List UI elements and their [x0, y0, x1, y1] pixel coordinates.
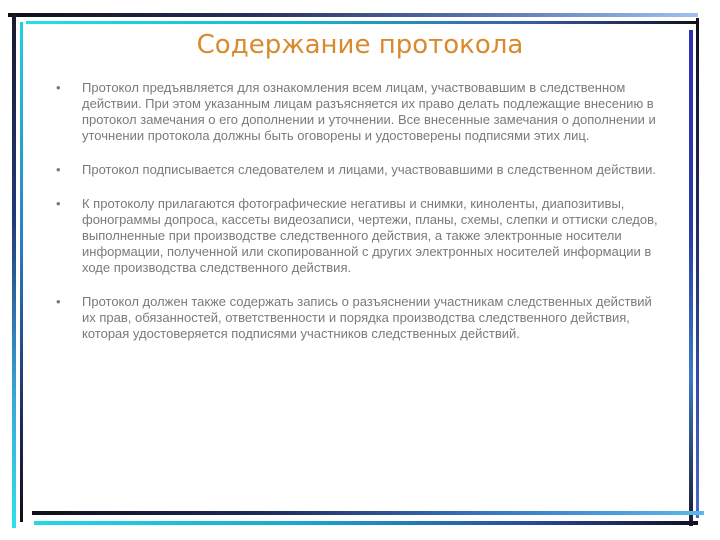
bullet-marker: • — [56, 80, 61, 95]
bullet-item — [56, 80, 660, 144]
frame-bar-top-inner — [26, 21, 698, 24]
slide-title: Содержание протокола — [196, 30, 524, 60]
bullet-marker: • — [56, 294, 61, 309]
bullet-list — [56, 80, 660, 360]
frame-bar-left — [12, 14, 16, 528]
frame-bar-right — [696, 18, 699, 518]
bullet-marker: • — [56, 162, 61, 177]
bullet-text: К протоколу прилагаются фотографические негативы и снимки, киноленты, диапозитивы, фонограммы допроса, кассеты видеозаписи, чертежи, планы, схемы, слепки и оттиски следов, выполненные при производстве следственного действия, а также электронные носители информации, полученной или скопированной с других электронных носителей информации в ходе производства следственного действия. — [82, 196, 658, 275]
bullet-text: Протокол подписывается следователем и лицами, участвовавшими в следственном действии. — [82, 162, 656, 177]
bullet-text: Протокол должен также содержать запись о разъяснении участникам следственных действий их прав, обязанностей, ответственности и порядка производства следственного действия, которая удостоверяется подписями участников следственных действий. — [82, 294, 652, 341]
bullet-item — [56, 162, 660, 178]
bullet-item — [56, 294, 660, 342]
frame-bar-right-inner — [689, 30, 693, 526]
bullet-marker: • — [56, 196, 61, 211]
frame-bar-top — [8, 13, 698, 17]
bullet-text: Протокол предъявляется для ознакомления всем лицам, участвовавшим в следственном действии. При этом указанным лицам разъясняется их право делать подлежащие внесению в протокол замечания о его дополнении и уточнении. Все внесенные замечания о дополнении и уточнении протокола должны быть оговорены и удостоверены подписями этих лиц. — [82, 80, 656, 143]
frame-bar-bottom-inner — [32, 511, 704, 515]
frame-bar-left-inner — [20, 22, 23, 522]
bullet-item — [56, 196, 660, 276]
frame-bar-bottom — [34, 521, 698, 525]
